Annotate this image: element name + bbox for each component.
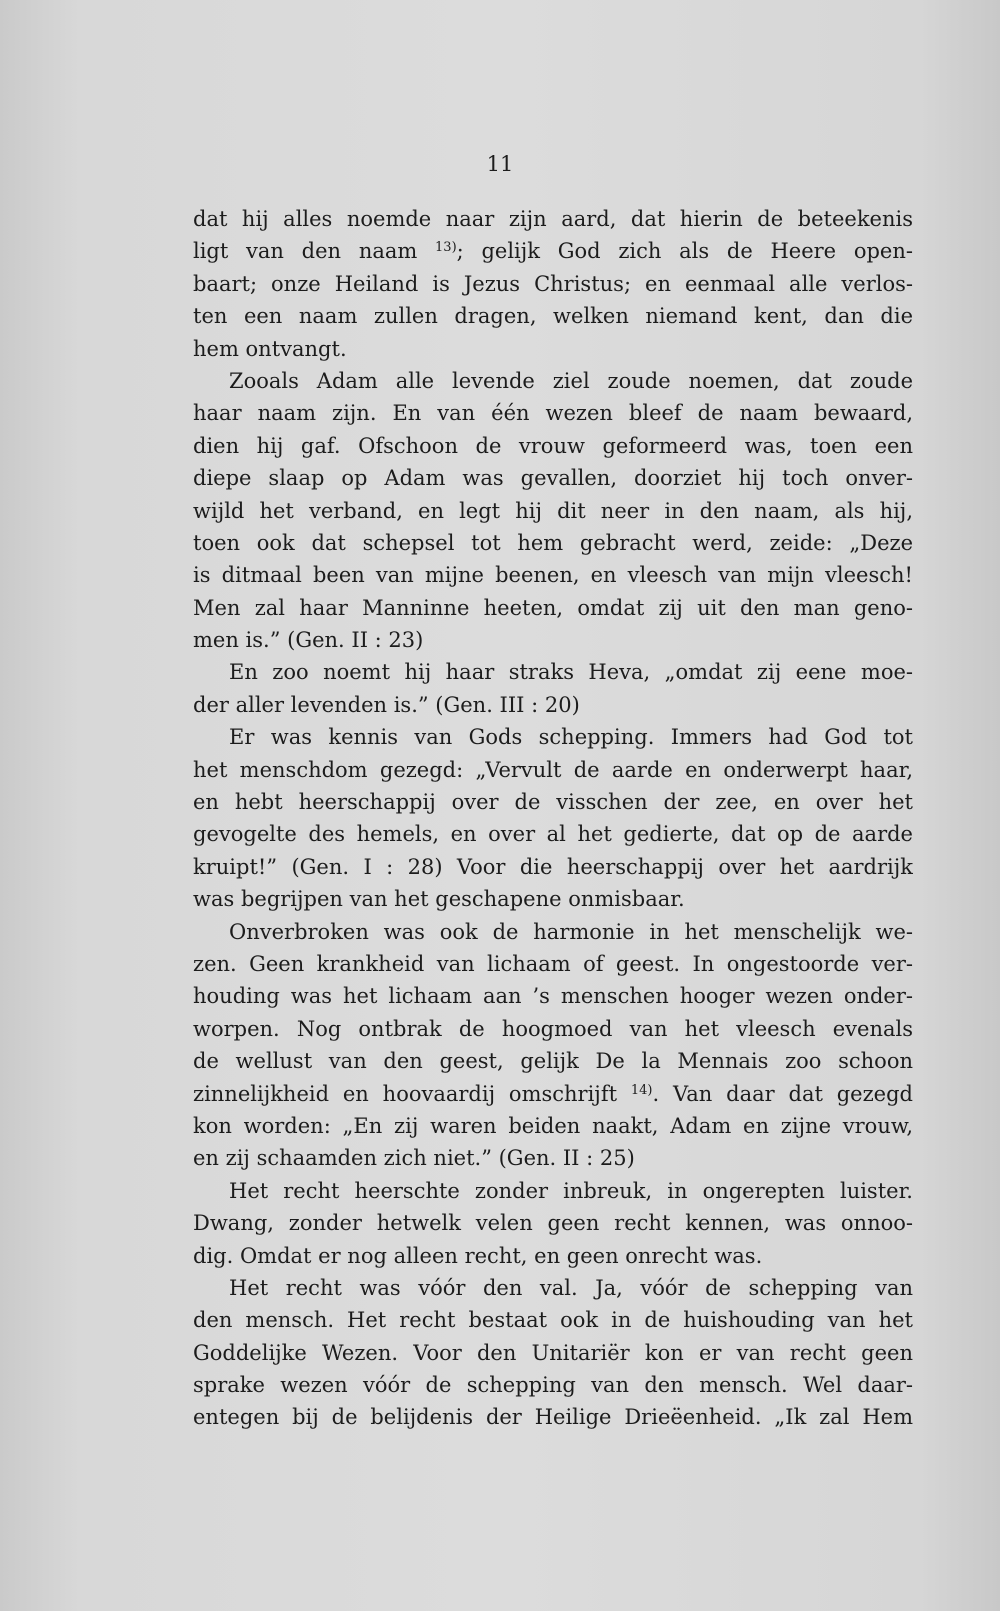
text-line [193, 365, 913, 397]
text-line-content: Het recht was vóór den val. Ja, vóór de schepping van [229, 1275, 913, 1300]
text-line [193, 948, 913, 980]
text-line-content: zinnelijkheid en hoovaardij omschrijft [193, 1081, 631, 1106]
text-line [193, 1369, 913, 1401]
text-line [193, 883, 913, 915]
page-number: 11 [486, 152, 514, 176]
text-line [193, 1272, 913, 1304]
text-line-content: Zooals Adam alle levende ziel zoude noemen, dat zoude [229, 368, 913, 393]
text-line-content: en zij schaamden zich niet.” (Gen. II : 25) [193, 1146, 635, 1171]
text-line [193, 235, 913, 267]
text-line [193, 786, 913, 818]
text-line-continuation: . Van daar dat gezegd [652, 1081, 913, 1106]
text-line-content: het menschdom gezegd: „Vervult de aarde en onderwerpt haar, [193, 757, 913, 782]
text-line-content: baart; onze Heiland is Jezus Christus; en eenmaal alle verlos- [193, 271, 913, 296]
text-line [193, 689, 913, 721]
text-line-content: der aller levenden is.” (Gen. III : 20) [193, 692, 580, 717]
text-line [193, 624, 913, 656]
text-line-content: haar naam zijn. En van één wezen bleef de naam bewaard, [193, 401, 913, 426]
text-line [193, 592, 913, 624]
text-line [193, 203, 913, 235]
text-line-content: ten een naam zullen dragen, welken niemand kent, dan die [193, 304, 913, 329]
text-line [193, 851, 913, 883]
text-line-content: En zoo noemt hij haar straks Heva, „omdat zij eene moe- [229, 660, 913, 685]
text-line-content: dien hij gaf. Ofschoon de vrouw geformeerd was, toen een [193, 433, 913, 458]
text-line [193, 1304, 913, 1336]
text-line-content: dat hij alles noemde naar zijn aard, dat hierin de beteekenis [193, 207, 913, 231]
text-line [193, 1240, 913, 1272]
text-line [193, 1078, 913, 1110]
text-line-content: Dwang, zonder hetwelk velen geen recht kennen, was onnoo- [193, 1211, 913, 1236]
text-line [193, 754, 913, 786]
text-line-content: ligt van den naam [193, 239, 436, 264]
text-line-content: worpen. Nog ontbrak de hoogmoed van het vleesch evenals [193, 1016, 913, 1041]
text-line-content: toen ook dat schepsel tot hem gebracht werd, zeide: „Deze [193, 530, 913, 555]
text-line [193, 333, 913, 365]
text-line [193, 1207, 913, 1239]
text-line-content: Goddelijke Wezen. Voor den Unitariër kon er van recht geen [193, 1340, 913, 1365]
text-line [193, 656, 913, 688]
text-line [193, 1013, 913, 1045]
text-line-content: wijld het verband, en legt hij dit neer in den naam, als hij, [193, 498, 913, 523]
text-line [193, 462, 913, 494]
text-line-content: Er was kennis van Gods schepping. Immers had God tot [229, 725, 913, 750]
text-line [193, 1110, 913, 1142]
text-line-content: den mensch. Het recht bestaat ook in de huishouding van het [193, 1308, 913, 1333]
text-line-content: kon worden: „En zij waren beiden naakt, Adam en zijne vrouw, [193, 1113, 913, 1138]
text-line [193, 721, 913, 753]
text-line-content: zen. Geen krankheid van lichaam of geest. In ongestoorde ver- [193, 951, 913, 976]
text-line [193, 1401, 913, 1433]
text-line-content: Onverbroken was ook de harmonie in het menschelijk we- [229, 919, 913, 944]
text-line-content: houding was het lichaam aan ’s menschen hooger wezen onder- [193, 984, 913, 1009]
text-line-content: hem ontvangt. [193, 336, 347, 361]
text-line [193, 559, 913, 591]
text-line-content: dig. Omdat er nog alleen recht, en geen onrecht was. [193, 1243, 763, 1268]
text-line [193, 430, 913, 462]
footnote-reference: 13) [435, 240, 457, 256]
text-line [193, 1337, 913, 1369]
text-line [193, 1142, 913, 1174]
text-line-content: en hebt heerschappij over de visschen der zee, en over het [193, 790, 913, 815]
text-line [193, 1045, 913, 1077]
text-line-content: sprake wezen vóór de schepping van den mensch. Wel daar- [193, 1373, 913, 1398]
text-line [193, 818, 913, 850]
text-line-content: gevogelte des hemels, en over al het gedierte, dat op de aarde [193, 822, 913, 847]
text-line [193, 268, 913, 300]
text-line [193, 1175, 913, 1207]
text-line-content: men is.” (Gen. II : 23) [193, 628, 424, 653]
text-line-continuation: ; gelijk God zich als de Heere open- [456, 239, 913, 264]
text-line [193, 916, 913, 948]
text-line [193, 527, 913, 559]
text-line-content: entegen bij de belijdenis der Heilige Drieëenheid. „Ik zal Hem [193, 1405, 913, 1430]
text-line-content: kruipt!” (Gen. I : 28) Voor die heerschappij over het aardrijk [193, 854, 913, 879]
text-line-content: diepe slaap op Adam was gevallen, doorziet hij toch onver- [193, 466, 913, 491]
text-line-content: is ditmaal been van mijne beenen, en vleesch van mijn vleesch! [193, 563, 913, 588]
text-line-content: Men zal haar Manninne heeten, omdat zij uit den man geno- [193, 595, 913, 620]
text-line-content: de wellust van den geest, gelijk De la Mennais zoo schoon [193, 1049, 913, 1074]
text-line [193, 495, 913, 527]
body-text [193, 203, 913, 1434]
text-line [193, 397, 913, 429]
text-line [193, 300, 913, 332]
text-line-content: was begrijpen van het geschapene onmisbaar. [193, 887, 685, 912]
footnote-reference: 14) [630, 1082, 653, 1098]
text-line [193, 980, 913, 1012]
text-line-content: Het recht heerschte zonder inbreuk, in ongerepten luister. [229, 1178, 913, 1203]
